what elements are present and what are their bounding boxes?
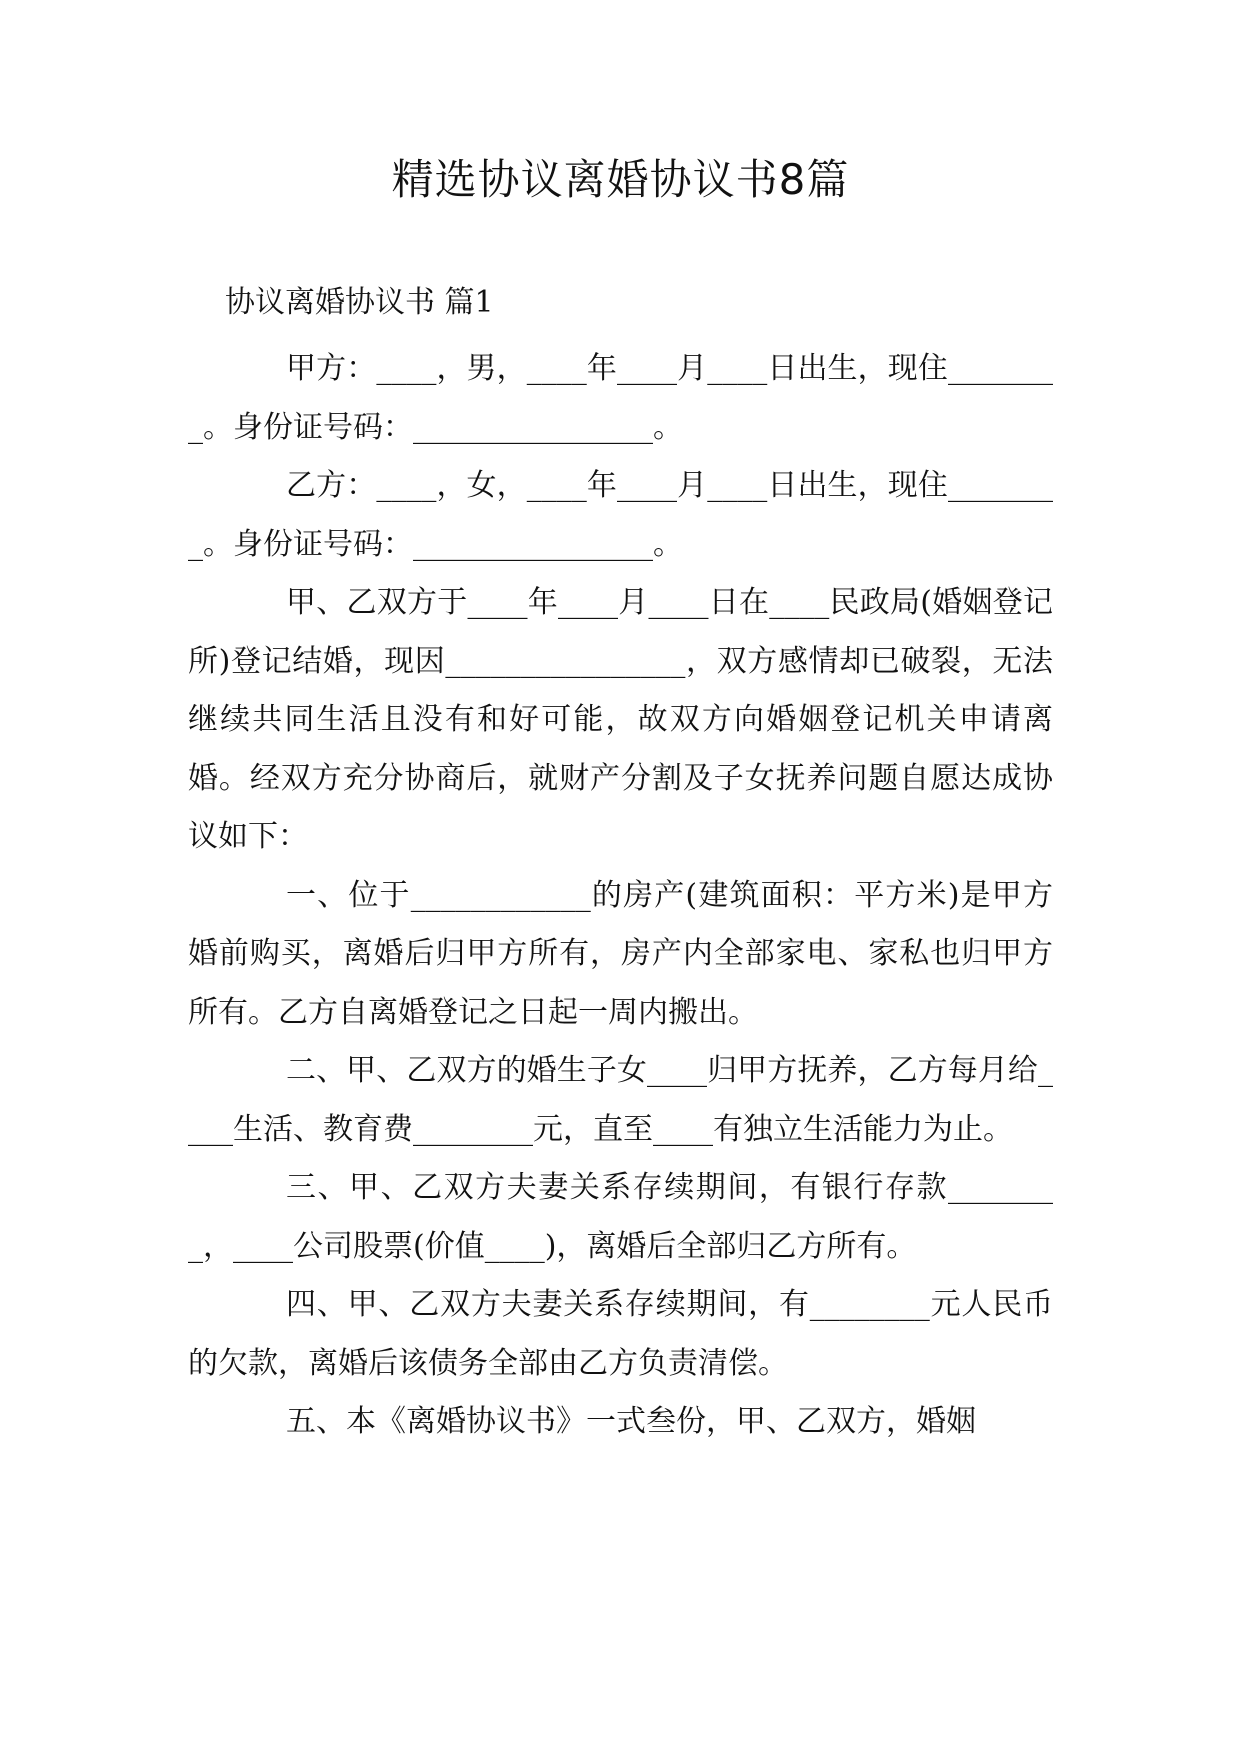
paragraph-clause-3: 三、甲、乙双方夫妻关系存续期间，有银行存款________，____公司股票(价值____)，离婚后全部归乙方所有。 [188,1170,1053,1264]
paragraph-preamble: 甲、乙双方于____年____月____日在____民政局(婚姻登记所)登记结婚，现因________________，双方感情却已破裂，无法继续共同生活且没有和好可能，故双方向婚姻登记机关申请离婚。经双方充分协商后，就财产分割及子女抚养问题自愿达成协议如下： [188,585,1053,854]
paragraph-party-b: 乙方：____，女，____年____月____日出生，现住________。身份证号码：________________。 [188,468,1053,562]
paragraph-clause-1: 一、位于____________的房产(建筑面积：平方米)是甲方婚前购买，离婚后归甲方所有，房产内全部家电、家私也归甲方所有。乙方自离婚登记之日起一周内搬出。 [188,877,1053,1030]
paragraph-clause-4: 四、甲、乙双方夫妻关系存续期间，有________元人民币的欠款，离婚后该债务全部由乙方负责清偿。 [188,1287,1053,1381]
document-title: 精选协议离婚协议书8篇 [391,155,850,204]
section-heading: 协议离婚协议书 篇1 [225,285,494,320]
paragraph-clause-2: 二、甲、乙双方的婚生子女____归甲方抚养，乙方每月给____生活、教育费________元，直至____有独立生活能力为止。 [188,1053,1053,1147]
paragraph-party-a: 甲方：____，男，____年____月____日出生，现住________。身份证号码：________________。 [188,351,1053,445]
paragraph-clause-5: 五、本《离婚协议书》一式叁份，甲、乙双方，婚姻 [286,1404,976,1439]
document-body [188,340,1053,1452]
